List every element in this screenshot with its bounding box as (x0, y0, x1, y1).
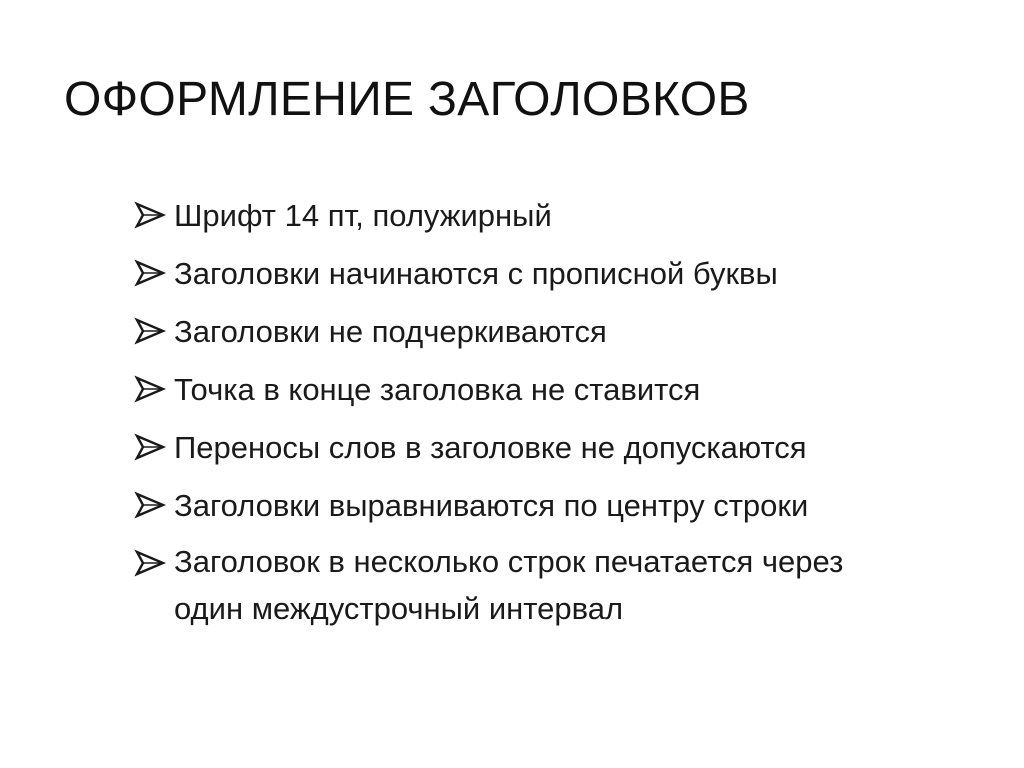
list-item (132, 248, 992, 300)
list-item (132, 480, 992, 532)
list-item (132, 190, 992, 242)
arrow-bullet-icon (134, 432, 168, 462)
bullet-text: Шрифт 14 пт, полужирный (174, 198, 552, 233)
list-item (132, 364, 992, 416)
bullet-text: Заголовки начинаются с прописной буквы (174, 256, 778, 291)
bullet-list (132, 190, 992, 638)
arrow-bullet-icon (134, 200, 168, 230)
bullet-text: Точка в конце заголовка не ставится (174, 372, 701, 407)
arrow-bullet-icon (134, 258, 168, 288)
arrow-bullet-icon (134, 548, 168, 578)
bullet-text: Заголовки не подчеркиваются (174, 314, 607, 349)
slide-title: ОФОРМЛЕНИЕ ЗАГОЛОВКОВ (64, 73, 750, 126)
bullet-text: Заголовок в несколько строк печатается через один междустрочный интервал (174, 544, 844, 626)
list-item (132, 306, 992, 358)
arrow-bullet-icon (134, 490, 168, 520)
list-item (132, 538, 992, 632)
arrow-bullet-icon (134, 374, 168, 404)
arrow-bullet-icon (134, 316, 168, 346)
bullet-text: Переносы слов в заголовке не допускаются (174, 430, 807, 465)
list-item (132, 422, 992, 474)
bullet-text: Заголовки выравниваются по центру строки (174, 488, 809, 523)
